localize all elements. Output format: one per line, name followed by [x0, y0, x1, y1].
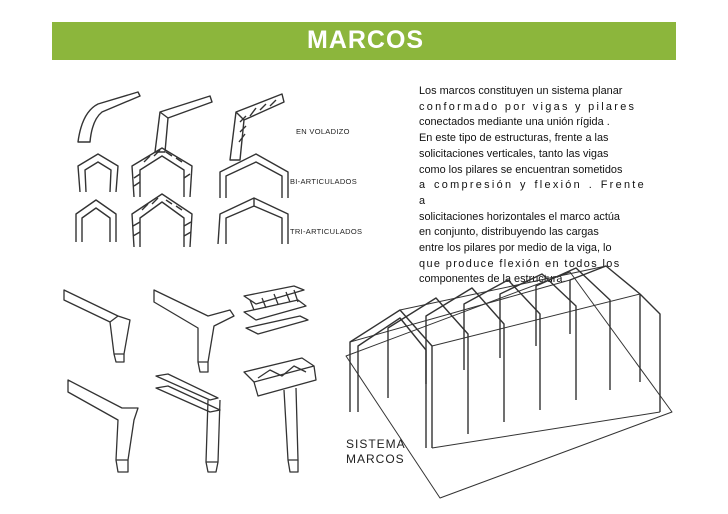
paragraph-line: componentes de la estructura.: [419, 273, 566, 286]
slide-title: MARCOS: [307, 26, 425, 54]
truss-joint-detail: [244, 286, 308, 334]
joint-detail-3: [68, 380, 138, 472]
paragraph-line: En este tipo de estructuras, frente a las: [419, 132, 609, 145]
frame-types-illustration: [60, 82, 380, 257]
bi-articulated-truss-frame: [132, 148, 192, 197]
frame-system-perspective: [340, 262, 680, 500]
paragraph-line: entre los pilares por medio de la viga, lo: [419, 242, 612, 255]
multi-beam-joint-detail: [156, 374, 220, 472]
cantilever-truss-frame: [230, 94, 284, 160]
bi-articulated-frame-1: [78, 154, 118, 192]
stamp-line-2: MARCOS: [346, 452, 405, 466]
tri-articulated-frame-1: [76, 200, 116, 242]
paragraph-line: solicitaciones verticales, tanto las vigas: [419, 147, 609, 160]
portal-frame: [570, 266, 660, 412]
stamp-line-1: SISTEMA: [346, 437, 406, 451]
paragraph-line: como los pilares se encuentran sometidos: [419, 163, 623, 176]
tri-articulated-truss-frame: [132, 194, 192, 247]
tri-articulated-frame-2: [218, 198, 288, 244]
cantilever-frame-1: [78, 92, 140, 142]
paragraph-line: a compresión y flexión . Frente a: [419, 179, 646, 207]
paragraph-line: conformado por vigas y pilares: [419, 100, 637, 113]
paragraph-line: en conjunto, distribuyendo las cargas: [419, 226, 599, 239]
description-paragraph: [419, 84, 646, 288]
label-bi-articulated: BI-ARTICULADOS: [290, 177, 357, 186]
label-cantilever: EN VOLADIZO: [296, 127, 350, 136]
label-tri-articulated: TRI-ARTICULADOS: [290, 227, 363, 236]
joint-details-illustration: [58, 280, 338, 480]
paragraph-line: solicitaciones horizontales el marco actúa: [419, 210, 620, 223]
cantilever-frame-2: [155, 96, 212, 152]
portal-frame: [426, 288, 504, 422]
paragraph-line: conectados mediante una unión rígida .: [419, 116, 610, 129]
paragraph-line: que produce flexión en todos los: [419, 257, 621, 270]
portal-frame: [500, 274, 576, 400]
truss-beam-joint-detail: [244, 358, 316, 472]
joint-detail-2: [154, 290, 234, 372]
joint-detail-1: [64, 290, 130, 362]
paragraph-line: Los marcos constituyen un sistema planar: [419, 85, 623, 97]
